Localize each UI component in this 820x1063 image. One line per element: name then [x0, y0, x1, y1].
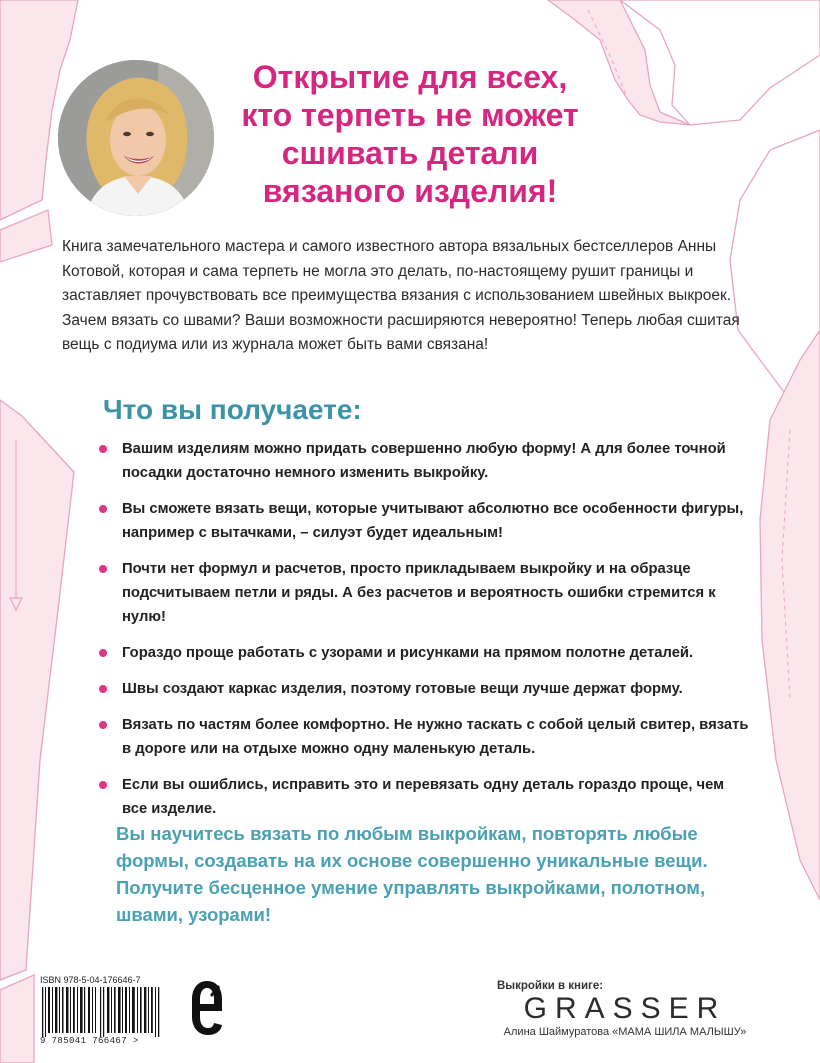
headline — [200, 58, 620, 210]
benefit-text: Вашим изделиям можно придать совершенно любую форму! А для более точной посадки достаточно немного изменить выкройку. — [122, 441, 726, 481]
headline-line-4: вязаного изделия! — [262, 173, 558, 209]
headline-line-3: сшивать детали — [281, 135, 539, 171]
grasser-credit: Алина Шаймуратова «МАМА ШИЛА МАЛЫШУ» — [503, 1026, 747, 1038]
benefit-text: Вы сможете вязать вещи, которые учитывают абсолютно все особенности фигуры, например с вытачками, – силуэт будет идеальным! — [122, 501, 744, 541]
benefits-list — [99, 437, 749, 833]
benefit-item — [99, 641, 749, 665]
benefit-item — [99, 713, 749, 761]
isbn-block — [40, 975, 175, 1046]
barcode-icon — [40, 987, 165, 1037]
benefits-title: Что вы получаете: — [103, 394, 362, 425]
benefit-item — [99, 677, 749, 701]
author-portrait — [58, 60, 214, 216]
benefit-item — [99, 497, 749, 545]
eksmo-logo-icon — [190, 977, 224, 1039]
bullet-icon — [99, 685, 107, 693]
benefit-text: Гораздо проще работать с узорами и рисунками на прямом полотне деталей. — [122, 645, 694, 661]
bullet-icon — [99, 781, 107, 789]
benefit-item — [99, 773, 749, 821]
closing-paragraph: Вы научитесь вязать по любым выкройкам, повторять любые формы, создавать на их основе совершенно уникальные вещи. Получите бесценное умение управлять выкройками, полотном, швами, узорами! — [116, 823, 708, 925]
benefit-item — [99, 557, 749, 629]
intro-paragraph: Книга замечательного мастера и самого известного автора вязальных бестселлеров Анны Котовой, которая и сама терпеть не могла это делать, по-настоящему рушит границы и заставляет прочувствовать все преимущества вязания с использованием швейных выкроек. Зачем вязать со швами? Ваши возможности расширяются невероятно! Теперь любая сшитая вещь с подиума или из журнала может быть вами связана! — [62, 238, 740, 353]
bullet-icon — [99, 649, 107, 657]
benefit-text: Швы создают каркас изделия, поэтому готовые вещи лучше держат форму. — [122, 681, 683, 697]
bullet-icon — [99, 565, 107, 573]
patterns-block — [490, 980, 760, 1038]
headline-line-2: кто терпеть не может — [241, 97, 579, 133]
isbn-number: ISBN 978-5-04-176646-7 — [40, 975, 141, 985]
grasser-logo: GRASSER — [523, 992, 727, 1025]
benefit-text: Если вы ошиблись, исправить это и перевязать одну деталь гораздо проще, чем все изделие. — [122, 777, 725, 817]
patterns-label: Выкройки в книге: — [497, 980, 604, 992]
bullet-icon — [99, 721, 107, 729]
benefit-item — [99, 437, 749, 485]
headline-line-1: Открытие для всех, — [252, 59, 568, 95]
bullet-icon — [99, 445, 107, 453]
bullet-icon — [99, 505, 107, 513]
barcode-digits: 9 785041 766467 > — [40, 1036, 139, 1046]
benefit-text: Вязать по частям более комфортно. Не нужно таскать с собой целый свитер, вязать в дороге или на отдыхе можно одну маленькую деталь. — [122, 717, 749, 757]
benefit-text: Почти нет формул и расчетов, просто прикладываем выкройку и на образце подсчитываем петли и ряды. А без расчетов и вероятность ошибки стремится к нулю! — [122, 561, 716, 625]
